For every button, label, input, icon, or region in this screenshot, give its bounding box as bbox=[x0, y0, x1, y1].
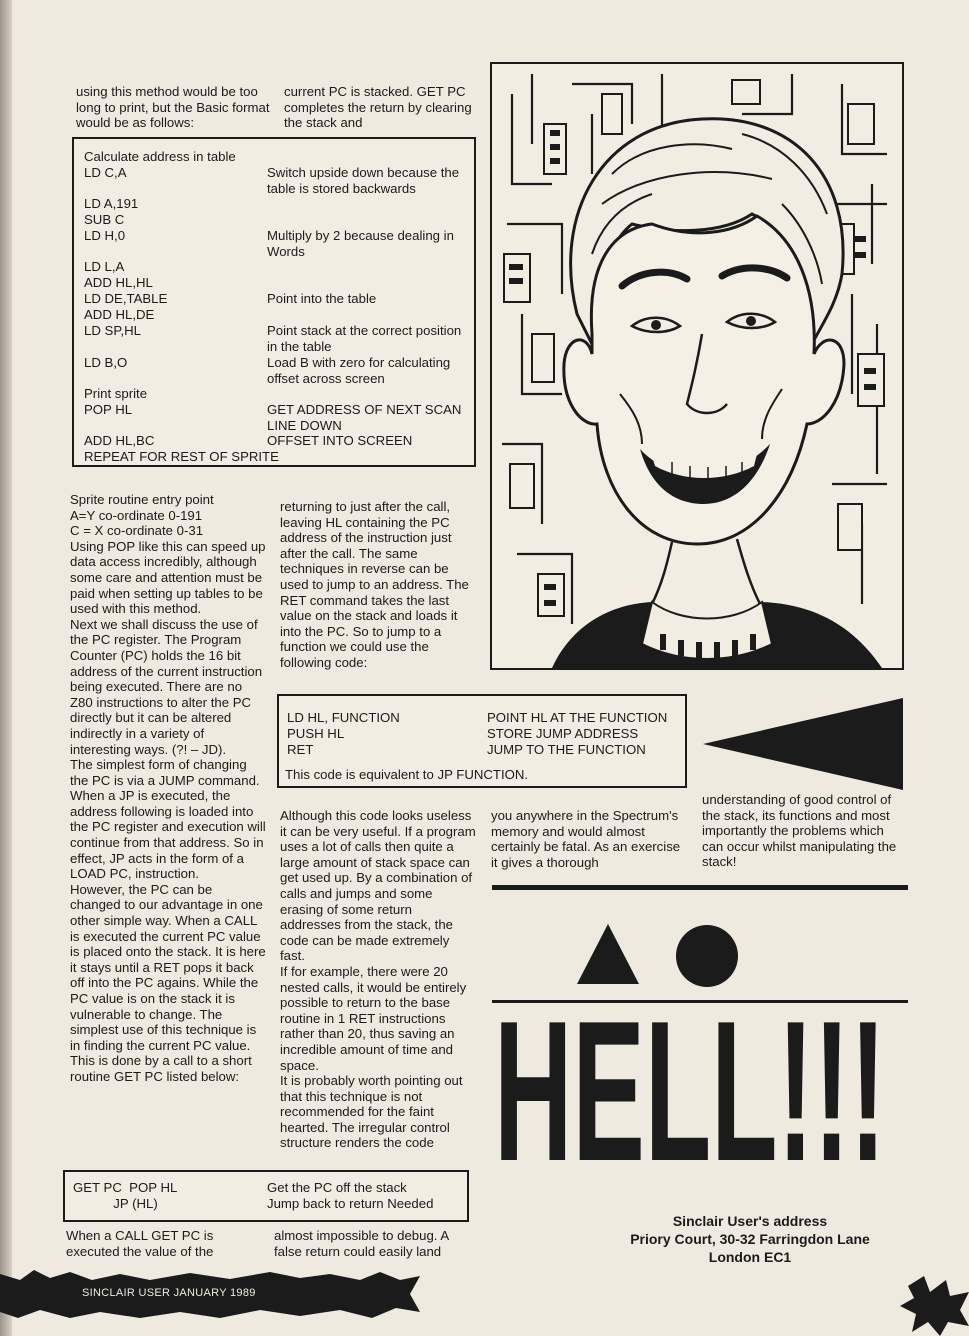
code1-op-10: LD B,O bbox=[84, 355, 128, 370]
code1-cmt-13: OFFSET INTO SCREEN bbox=[267, 433, 413, 448]
address-block bbox=[600, 1212, 900, 1266]
code1-cmt-9: Point stack at the correct position in the table bbox=[267, 323, 462, 354]
code1-op-5: LD L,A bbox=[84, 259, 125, 274]
code1-cmt-10: Load B with zero for calculating offset across screen bbox=[267, 355, 451, 386]
code1-op-7: LD DE,TABLE bbox=[84, 291, 168, 306]
col3-low-text: you anywhere in the Spectrum's memory and would almost certainly be fatal. As an exercise it gives a thorough bbox=[491, 808, 681, 870]
address-line-1: Sinclair User's address bbox=[672, 1213, 828, 1229]
code1-op-9: LD SP,HL bbox=[84, 323, 141, 338]
code1-op-8: ADD HL,DE bbox=[84, 307, 155, 322]
col1-mid-text: Sprite routine entry point A=Y co-ordinate 0-191 C = X co-ordinate 0-31 Using POP like this can speed up data access incredibly, although some care and attention must be paid when setting up tables to be used with this method. Next we shall discuss the use of the PC register. The Program Counter (PC) holds the 16 bit address of the current instruction being executed. There are no Z80 instructions to alter the PC directly but it can be altered indirectly in a variety of interesting ways. (?! – JD). The simplest form of changing the PC is via a JUMP command. When a JP is executed, the address following is loaded into the PC register and execution will continue from that address. So in effect, JP acts in the form of a LOAD PC, instruction. However, the PC can be changed to our advantage in one other simple way. When a CALL is executed the current PC value is placed onto the stack. It is here it stays until a RET pops it back off into the PC agains. While the PC value is on the stack it is vulnerable to change. The simplest use of this technique is in finding the current PC value. This is done by a call to a short routine GET PC listed below: bbox=[70, 492, 266, 1084]
col2-top-text: current PC is stacked. GET PC completes the return by clearing the stack and bbox=[284, 84, 472, 131]
code1-cmt-1: Switch upside down because the table is stored backwards bbox=[267, 165, 460, 196]
page-gutter bbox=[0, 0, 12, 1336]
code3-cmt-1: Jump back to return Needed bbox=[267, 1196, 434, 1211]
code2-cmt-1: STORE JUMP ADDRESS bbox=[487, 726, 639, 741]
col1-bot-text: When a CALL GET PC is executed the value of the bbox=[66, 1228, 214, 1259]
code2-note: This code is equivalent to JP FUNCTION. bbox=[285, 767, 529, 782]
code1-cmt-12: GET ADDRESS OF NEXT SCAN LINE DOWN bbox=[267, 402, 462, 433]
col4-low-text: understanding of good control of the stack, its functions and most importantly the problems which can occur whilst manipulating the stack! bbox=[702, 792, 897, 870]
code1-op-12: POP HL bbox=[84, 402, 133, 417]
arrow-triangle bbox=[703, 694, 903, 794]
code1-op-14: REPEAT FOR REST OF SPRITE bbox=[84, 449, 279, 464]
address-line-3: London EC1 bbox=[708, 1249, 792, 1265]
code1-op-3: SUB C bbox=[84, 212, 125, 227]
col2-low-text: Although this code looks useless it can be very useful. If a program uses a lot of calls then quite a large amount of stack space can get used up. By a combination of calls and jumps and some erasing of some return addresses from the stack, the code can be made extremely fast. If for example, there were 20 nested calls, it would be entirely possible to return to the base routine in 1 RET instructions rather than 20, thus saving an incredible amount of time and space. It is probably worth pointing out that this technique is not recommended for the faint hearted. The irregular control structure renders the code bbox=[280, 808, 476, 1151]
shapes-icons bbox=[575, 920, 755, 990]
divider-rule-top bbox=[492, 885, 908, 890]
hell-headline bbox=[492, 1010, 888, 1168]
col1-top-text: using this method would be too long to print, but the Basic format would be as follows: bbox=[76, 84, 270, 131]
code1-cmt-4: Multiply by 2 because dealing in Words bbox=[267, 228, 454, 259]
code1-op-6: ADD HL,HL bbox=[84, 275, 153, 290]
corner-splat bbox=[900, 1276, 969, 1336]
code1-op-0: Calculate address in table bbox=[84, 149, 236, 164]
caricature-illustration bbox=[490, 62, 904, 670]
code1-op-11: Print sprite bbox=[84, 386, 148, 401]
code1-op-13: ADD HL,BC bbox=[84, 433, 155, 448]
svg-text:HELL!!!: HELL!!! bbox=[494, 1010, 886, 1168]
code3-op-1: JP (HL) bbox=[73, 1196, 158, 1211]
code1-cmt-7: Point into the table bbox=[267, 291, 377, 306]
code3-cmt-0: Get the PC off the stack bbox=[267, 1180, 407, 1195]
address-line-2: Priory Court, 30-32 Farringdon Lane bbox=[630, 1231, 870, 1247]
col2-mid-text: returning to just after the call, leaving HL containing the PC address of the instruction just after the call. The same techniques in reverse can be used to jump to an address. The RET command takes the last value on the stack and loads it into the PC. So to jump to a function we could use the following code: bbox=[280, 499, 469, 670]
caricature-drawing bbox=[492, 64, 902, 668]
code2-op-2: RET bbox=[287, 742, 314, 757]
code3-op-0: GET PC POP HL bbox=[73, 1180, 178, 1195]
code2-cmt-0: POINT HL AT THE FUNCTION bbox=[487, 710, 668, 725]
code-box-sprite bbox=[72, 137, 476, 467]
divider-rule-bottom bbox=[492, 1000, 908, 1003]
code1-op-1: LD C,A bbox=[84, 165, 127, 180]
code1-op-4: LD H,0 bbox=[84, 228, 126, 243]
code-box-jump bbox=[277, 694, 687, 788]
col2-bot-text: almost impossible to debug. A false return could easily land bbox=[274, 1228, 449, 1259]
triangle-icon bbox=[577, 924, 639, 984]
code-box-getpc bbox=[63, 1170, 469, 1222]
code1-op-2: LD A,191 bbox=[84, 196, 139, 211]
code2-op-1: PUSH HL bbox=[287, 726, 345, 741]
circle-icon bbox=[676, 925, 738, 987]
code2-op-0: LD HL, FUNCTION bbox=[287, 710, 400, 725]
code2-cmt-2: JUMP TO THE FUNCTION bbox=[487, 742, 646, 757]
footer-issue-text: SINCLAIR USER JANUARY 1989 bbox=[82, 1287, 256, 1299]
